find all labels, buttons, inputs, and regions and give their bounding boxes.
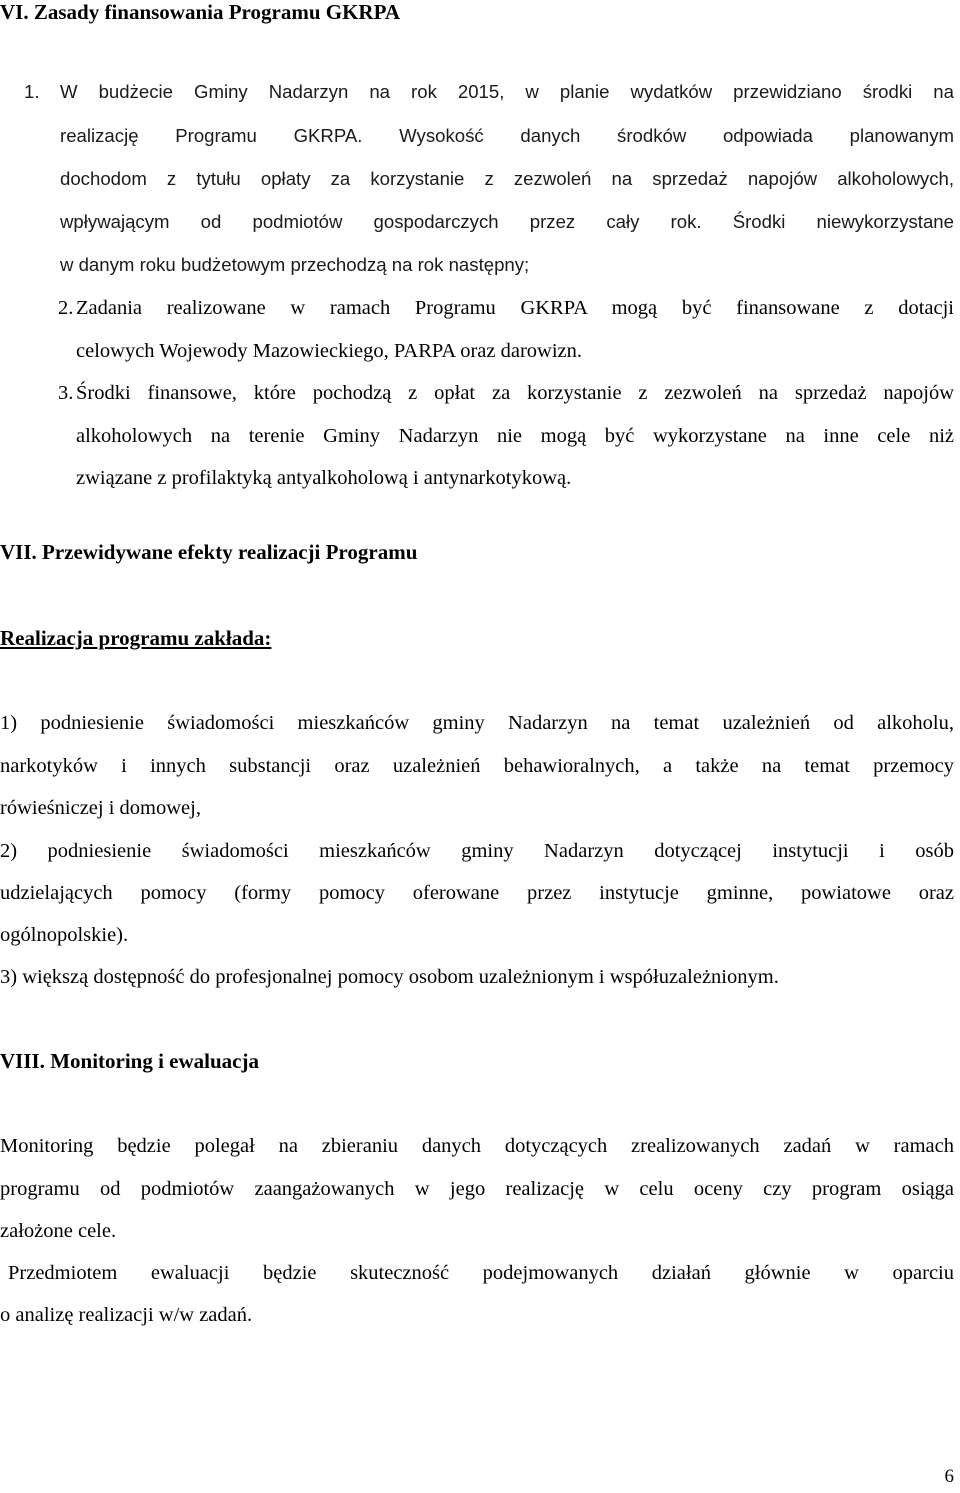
point-2-line-2: udzielających pomocy (formy pomocy oferowane przez instytucje gminne, powiatowe oraz <box>0 882 954 904</box>
monitoring-line-2: programu od podmiotów zaangażowanych w jego realizację w celu oceny czy program osiąga <box>0 1178 954 1200</box>
section-8-heading <box>0 1049 259 1073</box>
section-7-heading-prefix: VII. <box>0 540 37 564</box>
item-1-line-4: wpływającym od podmiotów gospodarczych przez cały rok. Środki niewykorzystane <box>60 211 954 232</box>
section-7-heading-text: Przewidywane efekty realizacji Programu <box>36 540 418 564</box>
evaluation-line-1: Przedmiotem ewaluacji będzie skuteczność podejmowanych działań głównie w oparciu <box>8 1262 954 1284</box>
section-7-heading <box>0 540 417 564</box>
item-1-line-2: realizację Programu GKRPA. Wysokość danych środków odpowiada planowanym <box>60 125 954 146</box>
item-1-line-5: w danym roku budżetowym przechodzą na rok następny; <box>60 254 530 275</box>
monitoring-line-1: Monitoring będzie polegał na zbieraniu danych dotyczących zrealizowanych zadań w ramach <box>0 1135 954 1157</box>
item-2-line-1: Zadania realizowane w ramach Programu GKRPA mogą być finansowane z dotacji <box>76 297 954 319</box>
point-3-line-1: 3) większą dostępność do profesjonalnej pomocy osobom uzależnionym i współuzależnionym. <box>0 966 779 988</box>
item-3-line-3: związane z profilaktyką antyalkoholową i antynarkotykową. <box>76 467 572 489</box>
item-3-line-2: alkoholowych na terenie Gminy Nadarzyn nie mogą być wykorzystane na inne cele niż <box>76 425 954 447</box>
point-1-line-2: narkotyków i innych substancji oraz uzależnień behawioralnych, a także na temat przemocy <box>0 755 954 777</box>
monitoring-line-3: założone cele. <box>0 1220 117 1242</box>
point-2-line-1: 2) podniesienie świadomości mieszkańców gminy Nadarzyn dotyczącej instytucji i osób <box>0 840 954 862</box>
section-8-heading-text: Monitoring i ewaluacja <box>44 1049 259 1073</box>
item-1-line-1: W budżecie Gminy Nadarzyn na rok 2015, w planie wydatków przewidziano środki na <box>60 81 954 102</box>
section-6-heading: VI. Zasady finansowania Programu GKRPA <box>0 0 401 24</box>
point-1-line-1: 1) podniesienie świadomości mieszkańców gminy Nadarzyn na temat uzależnień od alkoholu, <box>0 712 954 734</box>
item-3-number: 3. <box>58 382 74 404</box>
item-2-line-2: celowych Wojewody Mazowieckiego, PARPA oraz darowizn. <box>76 340 583 362</box>
item-3-line-1: Środki finansowe, które pochodzą z opłat za korzystanie z zezwoleń na sprzedaż napojów <box>76 382 954 404</box>
item-1-number: 1. <box>24 81 40 102</box>
section-8-heading-prefix: VIII. <box>0 1049 45 1073</box>
point-2-line-3: ogólnopolskie). <box>0 924 129 946</box>
item-2-number: 2. <box>58 297 74 319</box>
page-number: 6 <box>944 1466 954 1487</box>
item-1-line-3: dochodom z tytułu opłaty za korzystanie z zezwoleń na sprzedaż napojów alkoholowych, <box>60 168 954 189</box>
point-1-line-3: rówieśniczej i domowej, <box>0 797 201 819</box>
section-7-subheading: Realizacja programu zakłada: <box>0 626 272 650</box>
evaluation-line-2: o analizę realizacji w/w zadań. <box>0 1304 253 1326</box>
